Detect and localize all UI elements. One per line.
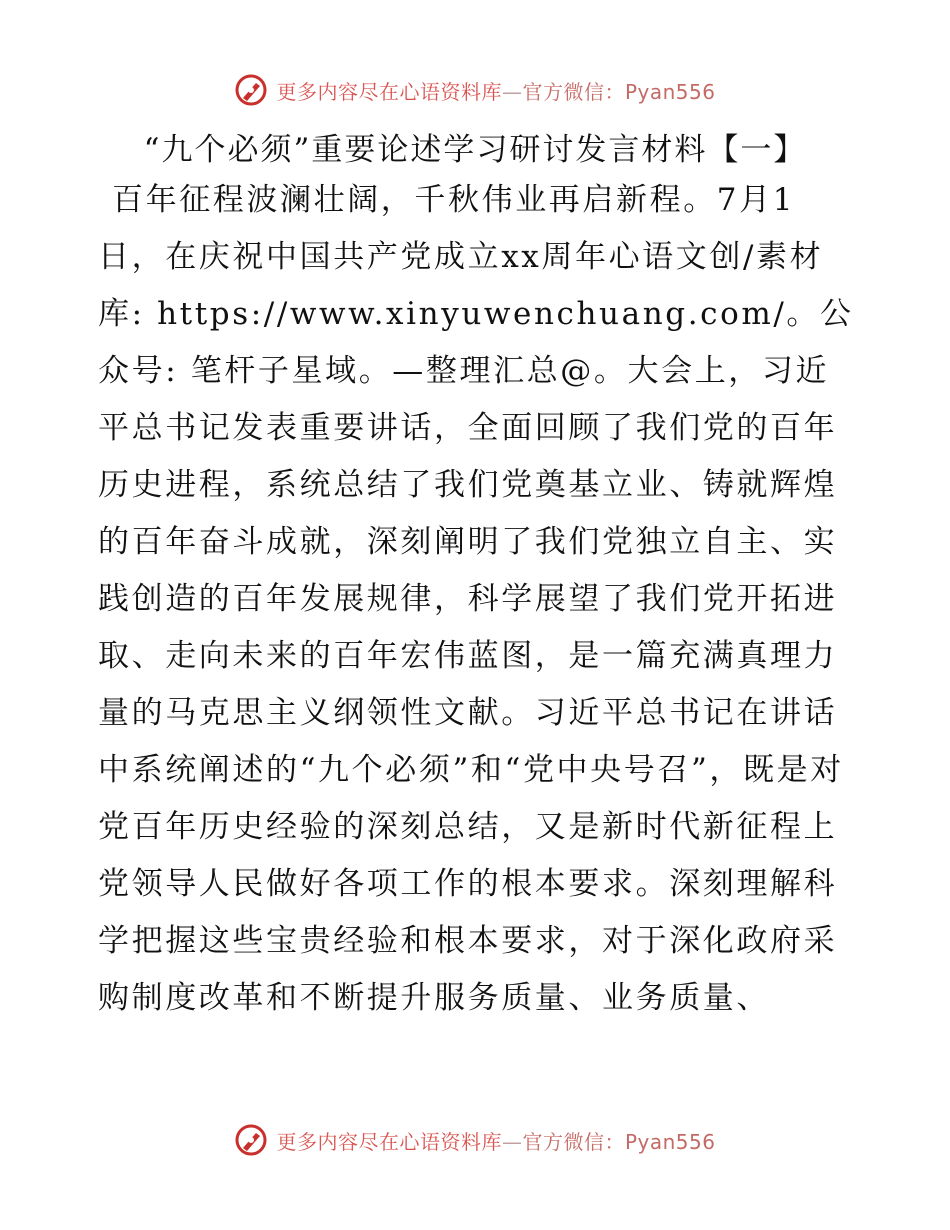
header-banner-contact: 官方微信：Pyan556: [522, 79, 716, 104]
header-banner-separator: —: [501, 79, 523, 104]
footer-banner-contact: 官方微信：Pyan556: [522, 1129, 716, 1154]
footer-banner-text: [276, 1126, 715, 1155]
pen-logo-icon: [234, 73, 268, 107]
document-body: [98, 172, 858, 1027]
body-paragraph: 百年征程波澜壮阔，千秋伟业再启新程。7月1日，在庆祝中国共产党成立xx周年心语文创/素材库: https://www.xinyuwenchuang.com/。公众号: 笔杆子星域。—整理汇总@。大会上，习近平总书记发表重要讲话，全面回顾了我们党的百年历史进程，系统总结了我们党奠基立业、铸就辉煌的百年奋斗成就，深刻阐明了我们党独立自主、实践创造的百年发展规律，科学展望了我们党开拓进取、走向未来的百年宏伟蓝图，是一篇充满真理力量的马克思主义纲领性文献。习近平总书记在讲话中系统阐述的“九个必须”和“党中央号召”，既是对党百年历史经验的深刻总结，又是新时代新征程上党领导人民做好各项工作的根本要求。深刻理解科学把握这些宝贵经验和根本要求，对于深化政府采购制度改革和不断提升服务质量、业务质量、: [98, 182, 854, 1016]
header-banner-text: [276, 76, 715, 105]
header-banner: [0, 70, 950, 110]
document-title: “九个必须”重要论述学习研讨发言材料【一】: [143, 132, 807, 168]
pen-logo-icon: [234, 1123, 268, 1157]
header-banner-main: 更多内容尽在心语资料库: [276, 79, 502, 104]
footer-banner: [0, 1120, 950, 1160]
footer-banner-separator: —: [501, 1129, 523, 1154]
footer-banner-main: 更多内容尽在心语资料库: [276, 1129, 502, 1154]
